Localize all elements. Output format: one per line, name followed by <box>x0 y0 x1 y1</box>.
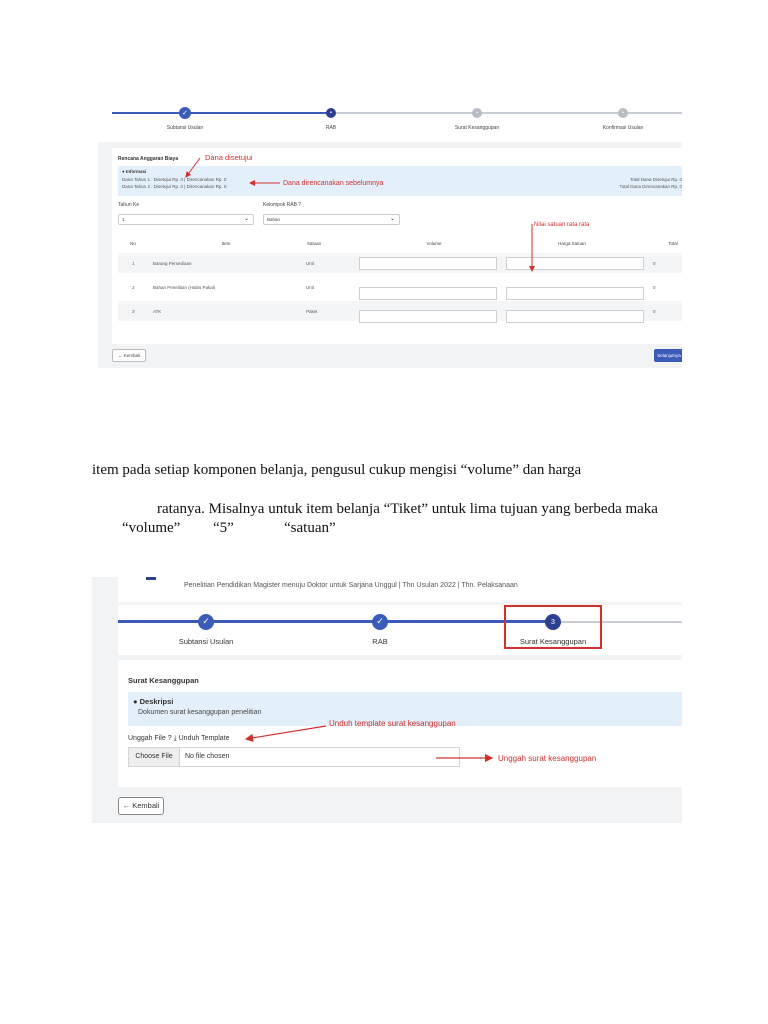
back-button[interactable]: ← Kembali <box>118 797 164 815</box>
surat-kesanggupan-screenshot <box>92 577 682 823</box>
info-heading: ● Deskripsi <box>133 697 174 706</box>
column-header: Total <box>668 241 678 246</box>
next-button[interactable]: Selanjutnya <box>654 349 682 362</box>
step-number-badge[interactable]: 3 <box>545 614 561 630</box>
info-icon: ● <box>122 169 125 174</box>
row-total: 0 <box>653 309 656 314</box>
arrow <box>246 726 326 739</box>
help-icon: ? <box>298 202 302 208</box>
tahun-label: Tahun Ke <box>118 202 140 208</box>
proposal-title: Penelitian Pendidikan Magister menuju Doktor untuk Sarjana Unggul | Thn Usulan 2022 | Thn. Pelaksanaan <box>184 582 518 589</box>
row-satuan: Paket <box>306 309 318 314</box>
check-icon[interactable]: ✓ <box>198 614 214 630</box>
row-no: 2 <box>132 285 135 290</box>
panel-title: Rencana Anggaran Biaya <box>118 156 179 162</box>
column-header: Harga Satuan <box>558 241 586 246</box>
select-value: Bahan <box>267 217 281 222</box>
info-heading: ● Informasi <box>122 169 147 174</box>
step-label: Subtansi Usulan <box>178 637 234 646</box>
card-title: Surat Kesanggupan <box>128 676 199 685</box>
upload-label: Unggah File <box>128 735 166 742</box>
column-header: Volume <box>426 241 442 246</box>
info-total: Total Dana Disetujui Rp. 0 <box>629 177 682 182</box>
paragraph-line: “5” <box>213 520 234 536</box>
step-label: Surat Kesanggupan <box>454 125 500 131</box>
download-icon: ⤓ <box>173 735 177 742</box>
annotation-template: Unduh template surat kesanggupan <box>329 719 456 728</box>
row-no: 3 <box>132 309 135 314</box>
step-label: Surat Kesanggupan <box>519 637 587 646</box>
paragraph-line: “satuan” <box>284 520 336 536</box>
row-no: 1 <box>132 261 135 266</box>
chevron-down-icon: ⌄ <box>243 216 249 222</box>
info-icon: ● <box>133 697 138 706</box>
download-template-link[interactable]: Unduh Template <box>178 735 230 742</box>
check-icon[interactable]: ✓ <box>179 107 191 119</box>
help-icon: ? <box>167 735 172 742</box>
select-value: 1 <box>122 217 125 222</box>
row-item: Bahan Penelitian (Habis Pakai) <box>153 285 216 290</box>
rab-screenshot <box>98 100 682 368</box>
annotation-arrows <box>98 100 682 368</box>
info-line: Dana Tahun 1 : Disetujui Rp. 0 | Direncanakan Rp. 0 <box>122 177 227 182</box>
back-button[interactable]: ← Kembali <box>112 349 146 362</box>
step-label: RAB <box>325 125 337 131</box>
step-label: Konfirmasi Usulan <box>602 125 644 131</box>
kelompok-label: Kelompok RAB ? <box>263 202 302 208</box>
row-total: 0 <box>653 261 656 266</box>
choose-file-button[interactable]: Choose File <box>129 748 180 766</box>
chevron-down-icon: ⌄ <box>389 216 395 222</box>
file-status: No file chosen <box>185 753 230 760</box>
annotation-upload: Unggah surat kesanggupan <box>498 754 597 763</box>
column-header: No <box>130 241 136 246</box>
step-pending-dot[interactable]: • <box>618 108 628 118</box>
arrow <box>186 158 200 177</box>
paragraph-line: “volume” <box>122 520 181 536</box>
step-active-dot[interactable]: • <box>326 108 336 118</box>
paragraph-line: ratanya. Misalnya untuk item belanja “Tiket” untuk lima tujuan yang berbeda maka <box>157 501 658 517</box>
step-label: RAB <box>372 637 388 646</box>
annotation-approved: Dana disetujui <box>205 153 253 162</box>
row-satuan: Unit <box>306 285 315 290</box>
info-total: Total Dana Direncanakan Rp. 0 <box>619 184 682 189</box>
step-label: Subtansi Usulan <box>166 125 204 131</box>
column-header: Item <box>221 241 231 246</box>
row-total: 0 <box>653 285 656 290</box>
check-icon[interactable]: ✓ <box>372 614 388 630</box>
annotation-planned: Dana direncanakan sebelumnya <box>283 180 384 187</box>
row-item: Barang Persediaan <box>153 261 192 266</box>
row-satuan: Unit <box>306 261 315 266</box>
annotation-unit-price: Nilai satuan rata rata <box>534 222 590 228</box>
annotation-arrows <box>92 577 682 823</box>
column-header: Satuan <box>306 241 322 246</box>
paragraph-line: item pada setiap komponen belanja, pengusul cukup mengisi “volume” dan harga <box>92 462 582 478</box>
info-line: Dana Tahun 2 : Disetujui Rp. 0 | Direncanakan Rp. 0 <box>122 184 227 189</box>
info-text: Dokumen surat kesanggupan penelitian <box>138 709 262 716</box>
step-pending-dot[interactable]: • <box>472 108 482 118</box>
row-item: ATK <box>153 309 162 314</box>
